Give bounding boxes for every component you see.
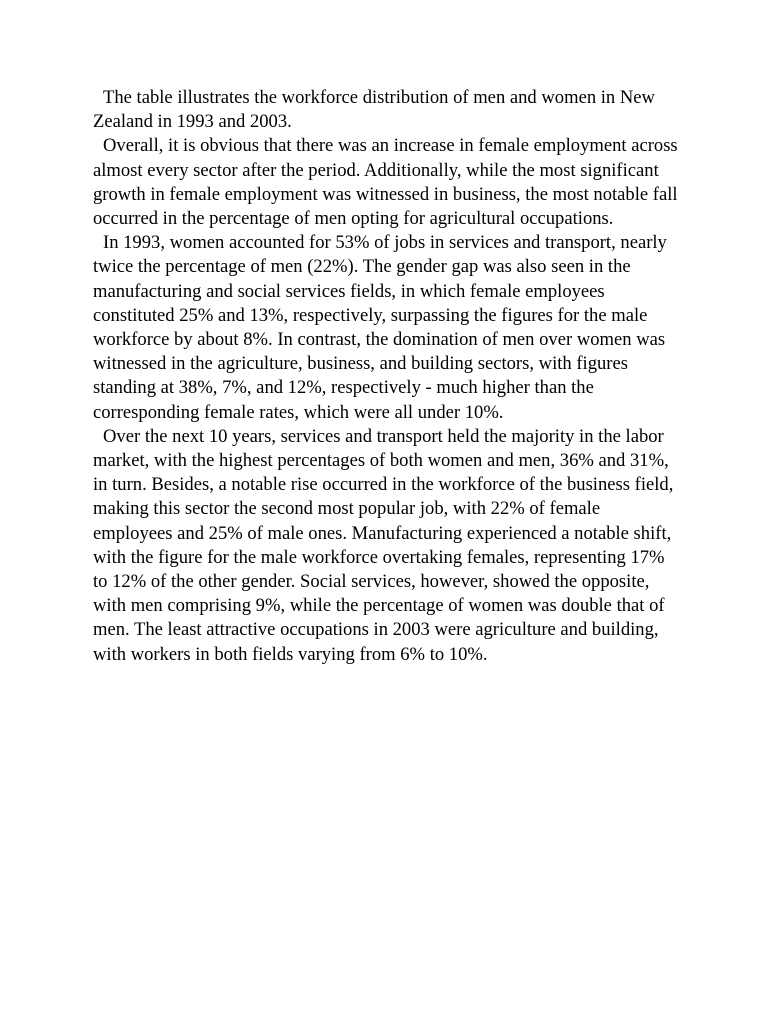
paragraph-introduction: The table illustrates the workforce distribution of men and women in New Zealand in 1993 and 2003. [93,87,655,133]
paragraph-overview: Overall, it is obvious that there was an increase in female employment across almost every sector after the period. Additionally, while the most significant growth in female employment was witnessed in business, the most notable fall occurred in the percentage of men opting for agricultural occupations. [93,135,678,230]
paragraph-1993-details: In 1993, women accounted for 53% of jobs in services and transport, nearly twice the percentage of men (22%). The gender gap was also seen in the manufacturing and social services fields, in which female employees constituted 25% and 13%, respectively, surpassing the figures for the male workforce by about 8%. In contrast, the domination of men over women was witnessed in the agriculture, business, and building sectors, with figures standing at 38%, 7%, and 12%, respectively - much higher than the corresponding female rates, which were all under 10%. [93,232,667,423]
paragraph-2003-details: Over the next 10 years, services and transport held the majority in the labor market, with the highest percentages of both women and men, 36% and 31%, in turn. Besides, a notable rise occurred in the workforce of the business field, making this sector the second most popular job, with 22% of female employees and 25% of male ones. Manufacturing experienced a notable shift, with the figure for the male workforce overtaking females, representing 17% to 12% of the other gender. Social services, however, showed the opposite, with men comprising 9%, while the percentage of women was double that of men. The least attractive occupations in 2003 were agriculture and building, with workers in both fields varying from 6% to 10%. [93,425,674,665]
essay-text [93,86,683,667]
